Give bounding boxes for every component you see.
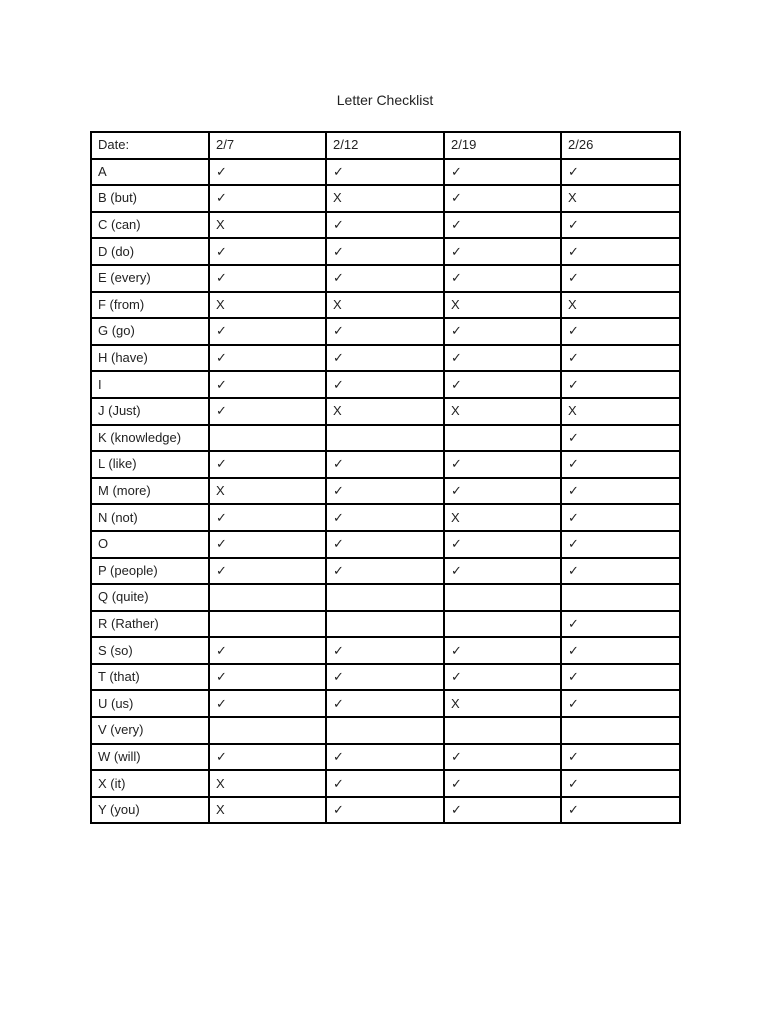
status-cell: X: [209, 797, 326, 824]
status-cell: ✓: [326, 451, 444, 478]
letter-cell: R (Rather): [91, 611, 209, 638]
status-cell: [209, 717, 326, 744]
status-cell: ✓: [561, 478, 680, 505]
status-cell: [326, 584, 444, 611]
letter-cell: C (can): [91, 212, 209, 239]
status-cell: X: [209, 478, 326, 505]
table-row: [91, 345, 680, 372]
table-row: [91, 398, 680, 425]
letter-cell: Y (you): [91, 797, 209, 824]
table-row: [91, 451, 680, 478]
letter-cell: M (more): [91, 478, 209, 505]
table-row: [91, 690, 680, 717]
status-cell: ✓: [561, 770, 680, 797]
letter-cell: J (Just): [91, 398, 209, 425]
status-cell: ✓: [561, 744, 680, 771]
letter-cell: P (people): [91, 558, 209, 585]
status-cell: ✓: [444, 345, 561, 372]
status-cell: X: [444, 398, 561, 425]
status-cell: ✓: [444, 531, 561, 558]
status-cell: ✓: [444, 744, 561, 771]
status-cell: X: [209, 770, 326, 797]
status-cell: [209, 611, 326, 638]
status-cell: ✓: [209, 159, 326, 186]
status-cell: ✓: [326, 318, 444, 345]
status-cell: ✓: [444, 212, 561, 239]
letter-cell: N (not): [91, 504, 209, 531]
status-cell: ✓: [444, 797, 561, 824]
status-cell: ✓: [444, 185, 561, 212]
status-cell: ✓: [561, 611, 680, 638]
status-cell: ✓: [209, 664, 326, 691]
status-cell: ✓: [326, 690, 444, 717]
letter-cell: F (from): [91, 292, 209, 319]
status-cell: X: [209, 292, 326, 319]
status-cell: ✓: [561, 558, 680, 585]
header-cell-date-label: Date:: [91, 132, 209, 159]
table-row: [91, 265, 680, 292]
status-cell: ✓: [561, 318, 680, 345]
header-cell-date: 2/19: [444, 132, 561, 159]
status-cell: ✓: [561, 212, 680, 239]
letter-cell: V (very): [91, 717, 209, 744]
status-cell: X: [444, 690, 561, 717]
header-cell-date: 2/7: [209, 132, 326, 159]
letter-cell: X (it): [91, 770, 209, 797]
table-row: [91, 292, 680, 319]
table-row: [91, 531, 680, 558]
status-cell: X: [444, 292, 561, 319]
status-cell: ✓: [326, 238, 444, 265]
header-cell-date: 2/12: [326, 132, 444, 159]
table-row: [91, 425, 680, 452]
status-cell: ✓: [561, 265, 680, 292]
letter-cell: T (that): [91, 664, 209, 691]
document-title: Letter Checklist: [336, 92, 434, 108]
table-row: [91, 770, 680, 797]
status-cell: [209, 584, 326, 611]
letter-cell: E (every): [91, 265, 209, 292]
status-cell: ✓: [444, 159, 561, 186]
status-cell: ✓: [326, 371, 444, 398]
table-row: [91, 478, 680, 505]
status-cell: ✓: [209, 558, 326, 585]
status-cell: ✓: [209, 371, 326, 398]
letter-cell: H (have): [91, 345, 209, 372]
status-cell: [444, 584, 561, 611]
table-row: [91, 797, 680, 824]
letter-cell: S (so): [91, 637, 209, 664]
table-row: [91, 611, 680, 638]
status-cell: ✓: [326, 265, 444, 292]
status-cell: ✓: [444, 558, 561, 585]
status-cell: ✓: [209, 238, 326, 265]
letter-cell: U (us): [91, 690, 209, 717]
status-cell: ✓: [209, 398, 326, 425]
status-cell: [326, 425, 444, 452]
status-cell: ✓: [444, 238, 561, 265]
table-row: [91, 318, 680, 345]
letter-cell: L (like): [91, 451, 209, 478]
status-cell: ✓: [561, 504, 680, 531]
status-cell: ✓: [561, 425, 680, 452]
status-cell: ✓: [326, 212, 444, 239]
status-cell: [444, 611, 561, 638]
status-cell: ✓: [444, 318, 561, 345]
letter-cell: G (go): [91, 318, 209, 345]
status-cell: ✓: [326, 797, 444, 824]
status-cell: ✓: [444, 371, 561, 398]
table-row: [91, 558, 680, 585]
letter-cell: W (will): [91, 744, 209, 771]
status-cell: ✓: [209, 318, 326, 345]
status-cell: [444, 717, 561, 744]
status-cell: ✓: [326, 504, 444, 531]
table-row: [91, 584, 680, 611]
letter-cell: B (but): [91, 185, 209, 212]
status-cell: ✓: [209, 744, 326, 771]
status-cell: ✓: [326, 478, 444, 505]
header-cell-date: 2/26: [561, 132, 680, 159]
status-cell: ✓: [209, 265, 326, 292]
letter-cell: Q (quite): [91, 584, 209, 611]
status-cell: ✓: [209, 690, 326, 717]
status-cell: [444, 425, 561, 452]
status-cell: X: [326, 398, 444, 425]
status-cell: X: [326, 185, 444, 212]
status-cell: ✓: [326, 664, 444, 691]
status-cell: ✓: [561, 531, 680, 558]
status-cell: ✓: [561, 637, 680, 664]
table-row: [91, 238, 680, 265]
letter-cell: O: [91, 531, 209, 558]
status-cell: ✓: [561, 159, 680, 186]
table-row: [91, 637, 680, 664]
status-cell: X: [209, 212, 326, 239]
status-cell: [326, 717, 444, 744]
status-cell: ✓: [561, 664, 680, 691]
letter-cell: D (do): [91, 238, 209, 265]
status-cell: ✓: [209, 345, 326, 372]
status-cell: ✓: [444, 770, 561, 797]
status-cell: ✓: [561, 797, 680, 824]
table-row: [91, 185, 680, 212]
status-cell: ✓: [326, 159, 444, 186]
status-cell: ✓: [326, 637, 444, 664]
status-cell: ✓: [326, 345, 444, 372]
status-cell: ✓: [561, 371, 680, 398]
status-cell: X: [561, 185, 680, 212]
status-cell: X: [561, 398, 680, 425]
status-cell: X: [326, 292, 444, 319]
status-cell: ✓: [209, 504, 326, 531]
status-cell: [561, 717, 680, 744]
status-cell: ✓: [209, 451, 326, 478]
table-row: [91, 664, 680, 691]
letter-checklist-table: [90, 131, 681, 824]
status-cell: ✓: [326, 558, 444, 585]
table-body: [91, 132, 680, 823]
table-row: [91, 159, 680, 186]
status-cell: ✓: [444, 451, 561, 478]
status-cell: ✓: [444, 637, 561, 664]
status-cell: ✓: [209, 637, 326, 664]
status-cell: [561, 584, 680, 611]
table-row: [91, 371, 680, 398]
letter-cell: I: [91, 371, 209, 398]
status-cell: ✓: [444, 664, 561, 691]
status-cell: ✓: [209, 531, 326, 558]
status-cell: ✓: [326, 770, 444, 797]
status-cell: ✓: [326, 531, 444, 558]
table-row: [91, 212, 680, 239]
letter-cell: A: [91, 159, 209, 186]
status-cell: [209, 425, 326, 452]
status-cell: ✓: [561, 238, 680, 265]
status-cell: ✓: [444, 478, 561, 505]
status-cell: ✓: [561, 451, 680, 478]
table-row: [91, 717, 680, 744]
table-header-row: [91, 132, 680, 159]
status-cell: ✓: [561, 690, 680, 717]
table-row: [91, 504, 680, 531]
status-cell: ✓: [444, 265, 561, 292]
status-cell: X: [444, 504, 561, 531]
status-cell: X: [561, 292, 680, 319]
letter-cell: K (knowledge): [91, 425, 209, 452]
status-cell: [326, 611, 444, 638]
table-row: [91, 744, 680, 771]
status-cell: ✓: [209, 185, 326, 212]
status-cell: ✓: [561, 345, 680, 372]
status-cell: ✓: [326, 744, 444, 771]
